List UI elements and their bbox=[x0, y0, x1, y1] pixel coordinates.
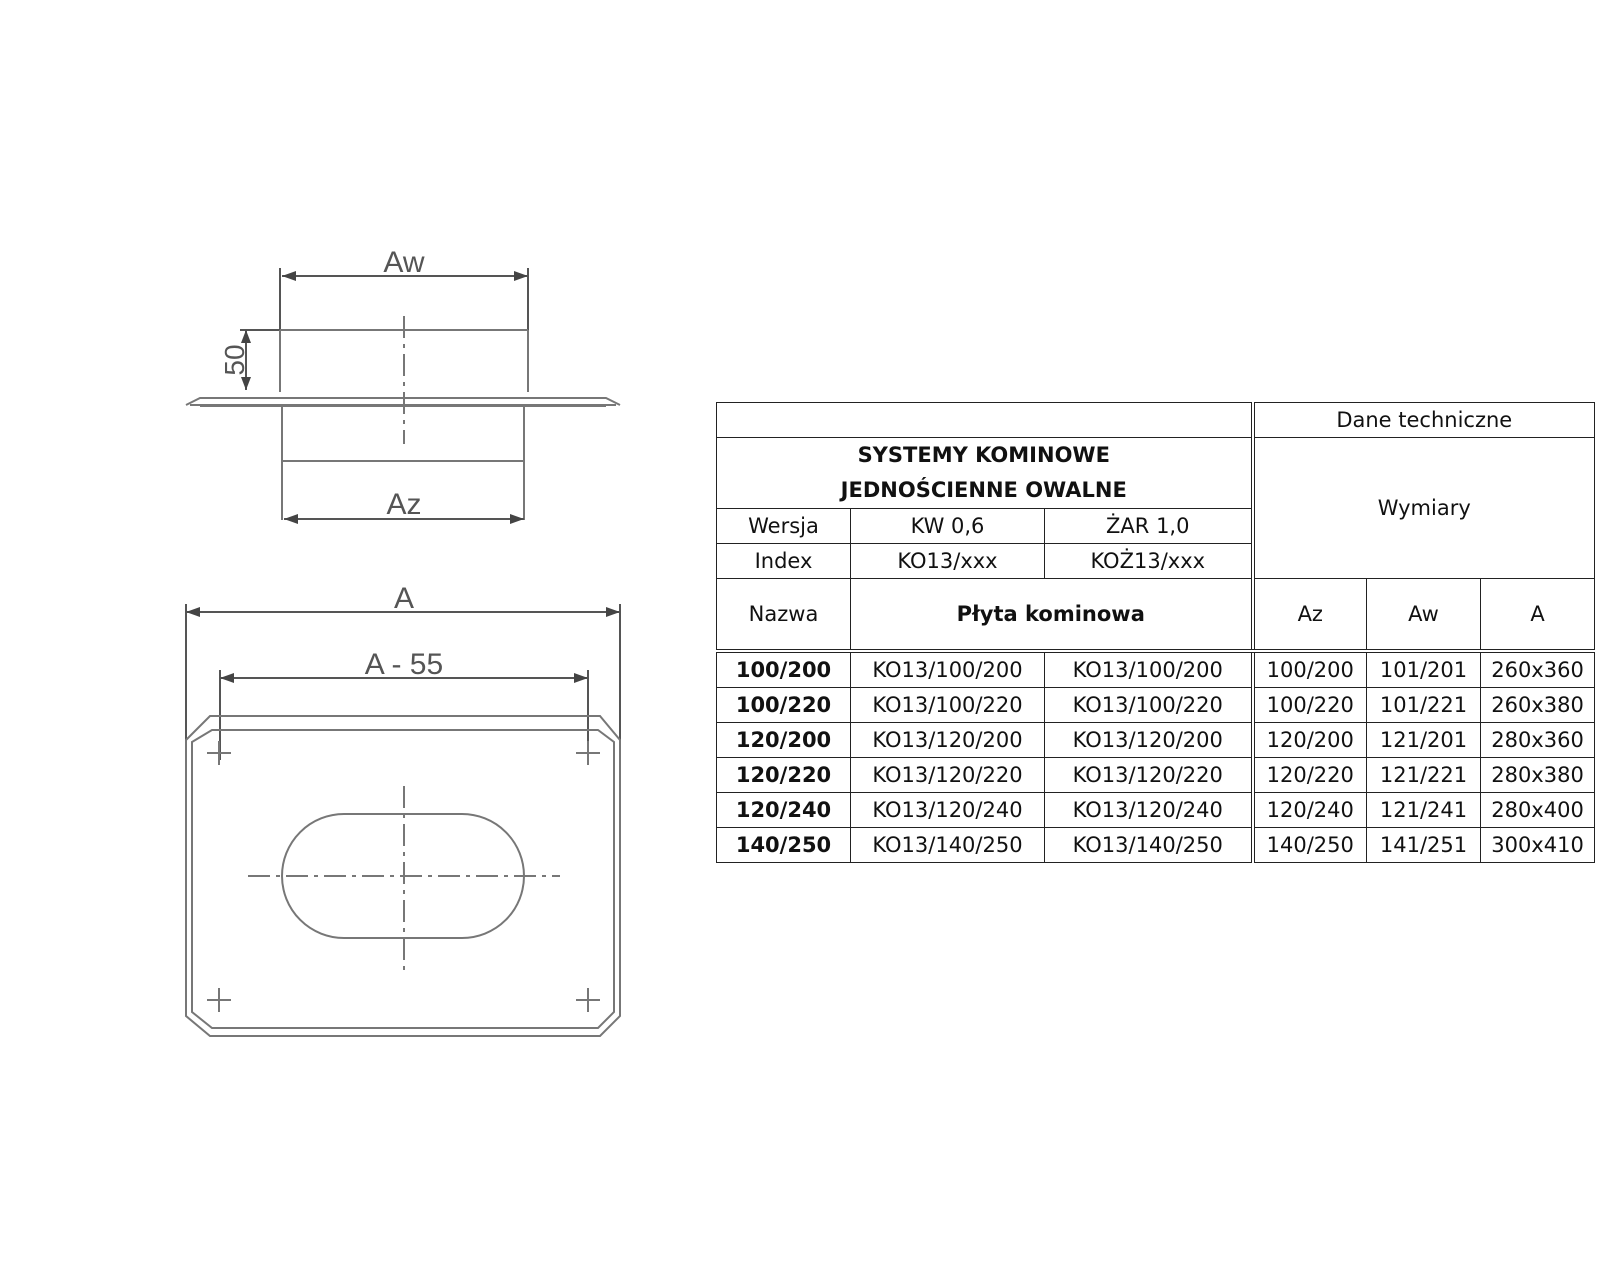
table-row bbox=[717, 793, 1595, 828]
table-title bbox=[717, 438, 1253, 509]
row-name: 100/220 bbox=[717, 688, 851, 723]
row-kw-index: KO13/140/250 bbox=[851, 828, 1045, 863]
row-kw-index: KO13/120/220 bbox=[851, 758, 1045, 793]
row-az: 100/220 bbox=[1253, 688, 1367, 723]
row-zar-index: KO13/120/220 bbox=[1045, 758, 1253, 793]
version-zar: ŻAR 1,0 bbox=[1045, 509, 1253, 544]
row-name: 120/240 bbox=[717, 793, 851, 828]
row-a: 280x360 bbox=[1481, 723, 1595, 758]
tech-data-header: Dane techniczne bbox=[1253, 403, 1595, 438]
a55-dimension-label: A - 55 bbox=[364, 648, 444, 681]
dimensions-header: Wymiary bbox=[1253, 438, 1595, 579]
technical-drawing bbox=[0, 0, 700, 1100]
table-row bbox=[717, 758, 1595, 793]
row-name: 120/200 bbox=[717, 723, 851, 758]
row-az: 120/200 bbox=[1253, 723, 1367, 758]
a-dimension-label: A bbox=[393, 582, 415, 615]
table-row bbox=[717, 651, 1595, 688]
row-az: 140/250 bbox=[1253, 828, 1367, 863]
row-aw: 101/221 bbox=[1367, 688, 1481, 723]
row-name: 120/220 bbox=[717, 758, 851, 793]
row-kw-index: KO13/120/240 bbox=[851, 793, 1045, 828]
table-blank-header bbox=[717, 403, 1253, 438]
col-a-header: A bbox=[1481, 579, 1595, 652]
row-a: 280x380 bbox=[1481, 758, 1595, 793]
table-row bbox=[717, 688, 1595, 723]
table-row bbox=[717, 723, 1595, 758]
version-kw: KW 0,6 bbox=[851, 509, 1045, 544]
row-az: 120/240 bbox=[1253, 793, 1367, 828]
row-aw: 121/221 bbox=[1367, 758, 1481, 793]
specification-table bbox=[716, 402, 1595, 863]
row-a: 260x360 bbox=[1481, 651, 1595, 688]
az-dimension-label: Az bbox=[386, 488, 422, 521]
table-title-line2: JEDNOŚCIENNE OWALNE bbox=[840, 478, 1127, 502]
row-name: 100/200 bbox=[717, 651, 851, 688]
row-kw-index: KO13/120/200 bbox=[851, 723, 1045, 758]
table-row bbox=[717, 828, 1595, 863]
row-name: 140/250 bbox=[717, 828, 851, 863]
product-name: Płyta kominowa bbox=[851, 579, 1253, 652]
row-a: 300x410 bbox=[1481, 828, 1595, 863]
row-a: 260x380 bbox=[1481, 688, 1595, 723]
plan-view bbox=[186, 582, 620, 1036]
row-aw: 121/241 bbox=[1367, 793, 1481, 828]
table-title-line1: SYSTEMY KOMINOWE bbox=[857, 443, 1110, 467]
row-a: 280x400 bbox=[1481, 793, 1595, 828]
version-label: Wersja bbox=[717, 509, 851, 544]
index-kw: KO13/xxx bbox=[851, 544, 1045, 579]
height-dimension-label: 50 bbox=[219, 344, 250, 376]
elevation-view bbox=[186, 246, 620, 524]
row-az: 100/200 bbox=[1253, 651, 1367, 688]
row-az: 120/220 bbox=[1253, 758, 1367, 793]
row-kw-index: KO13/100/220 bbox=[851, 688, 1045, 723]
aw-dimension-label: Aw bbox=[383, 246, 425, 279]
row-zar-index: KO13/120/240 bbox=[1045, 793, 1253, 828]
row-kw-index: KO13/100/200 bbox=[851, 651, 1045, 688]
row-aw: 121/201 bbox=[1367, 723, 1481, 758]
row-zar-index: KO13/140/250 bbox=[1045, 828, 1253, 863]
row-zar-index: KO13/100/220 bbox=[1045, 688, 1253, 723]
name-label: Nazwa bbox=[717, 579, 851, 652]
col-az-header: Az bbox=[1253, 579, 1367, 652]
index-label: Index bbox=[717, 544, 851, 579]
row-aw: 101/201 bbox=[1367, 651, 1481, 688]
row-zar-index: KO13/120/200 bbox=[1045, 723, 1253, 758]
index-zar: KOŻ13/xxx bbox=[1045, 544, 1253, 579]
col-aw-header: Aw bbox=[1367, 579, 1481, 652]
row-zar-index: KO13/100/200 bbox=[1045, 651, 1253, 688]
row-aw: 141/251 bbox=[1367, 828, 1481, 863]
